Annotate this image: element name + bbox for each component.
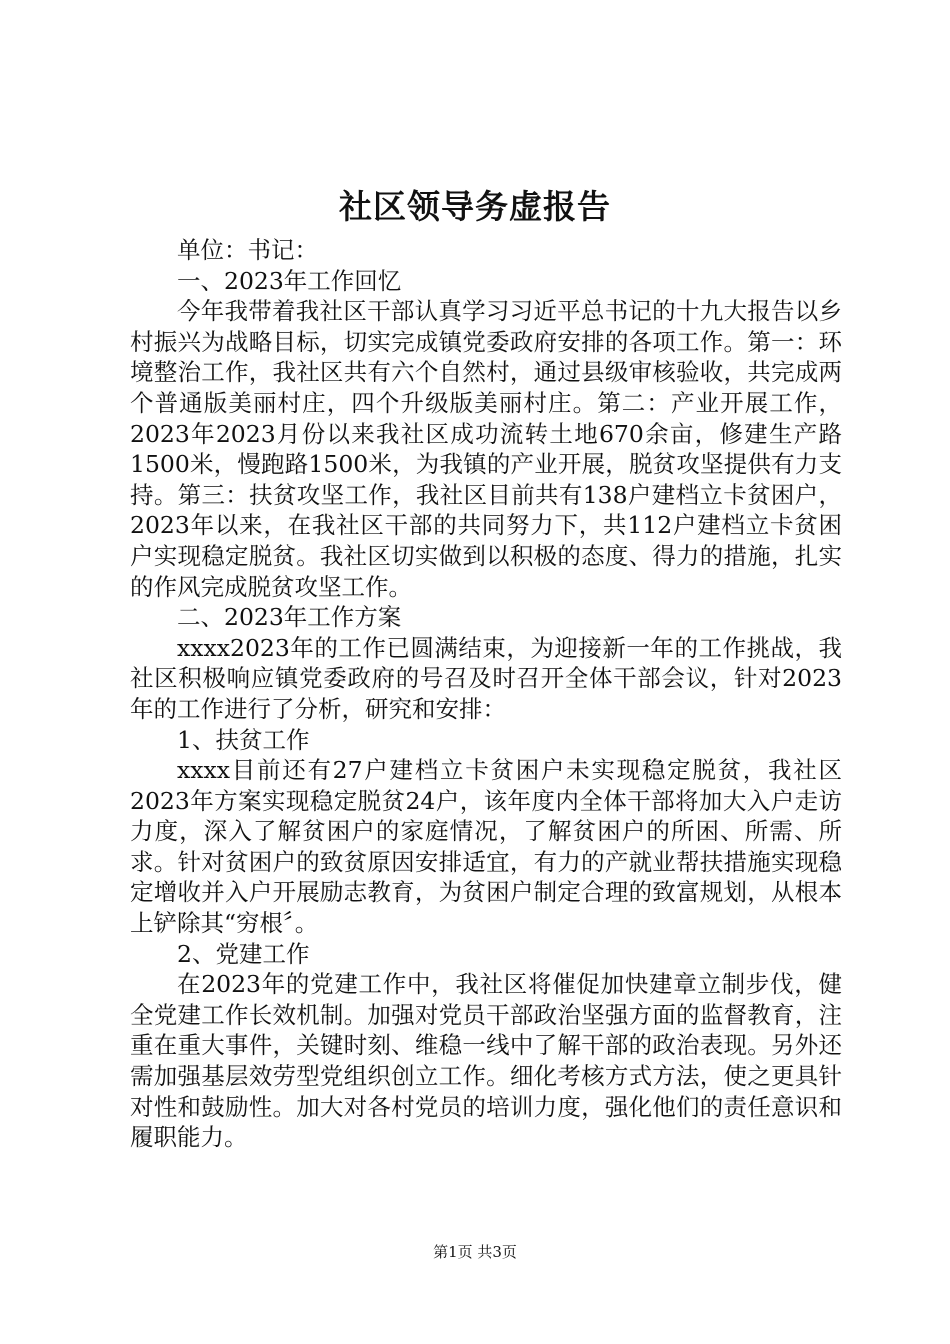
section-heading-review: 一、2023年工作回忆	[177, 266, 402, 295]
document-title: 社区领导务虚报告	[339, 187, 611, 226]
paragraph-party-building: 在2023年的党建工作中，我社区将催促加快建章立制步伐，健全党建工作长效机制。加强对党员干部政治坚强方面的监督教育，注重在重大事件，关键时刻、维稳一线中了解干部的政治表现。另外还需加强基层效劳型党组织创立工作。细化考核方式方法，使之更具针对性和鼓励性。加大对各村党员的培训力度，强化他们的责任意识和履职能力。	[130, 970, 842, 1152]
subheading-party-building: 2、党建工作	[177, 939, 310, 968]
subheading-poverty: 1、扶贫工作	[177, 725, 310, 754]
document-body	[130, 235, 842, 1153]
section-heading-plan: 二、2023年工作方案	[177, 603, 402, 632]
paragraph-poverty: xxxx目前还有27户建档立卡贫困户未实现稳定脱贫，我社区2023年方案实现稳定脱贫24户，该年度内全体干部将加大入户走访力度，深入了解贫困户的家庭情况，了解贫困户的所困、所需、所求。针对贫困户的致贫原因安排适宜，有力的产就业帮扶措施实现稳定增收并入户开展励志教育，为贫困户制定合理的致富规划，从根本上铲除其“穷根〞。	[130, 756, 842, 938]
paragraph-plan-intro: xxxx2023年的工作已圆满结束，为迎接新一年的工作挑战，我社区积极响应镇党委政府的号召及时召开全体干部会议，针对2023年的工作进行了分析，研究和安排：	[130, 633, 842, 723]
paragraph-review: 今年我带着我社区干部认真学习习近平总书记的十九大报告以乡村振兴为战略目标，切实完成镇党委政府安排的各项工作。第一：环境整治工作，我社区共有六个自然村，通过县级审核验收，共完成两个普通版美丽村庄，四个升级版美丽村庄。第二：产业开展工作，2023年2023月份以来我社区成功流转土地670余亩，修建生产路1500米，慢跑路1500米，为我镇的产业开展，脱贫攻坚提供有力支持。第三：扶贫攻坚工作，我社区目前共有138户建档立卡贫困户，2023年以来，在我社区干部的共同努力下，共112户建档立卡贫困户实现稳定脱贫。我社区切实做到以积极的态度、得力的措施，扎实的作风完成脱贫攻坚工作。	[130, 297, 842, 601]
unit-line: 单位：书记：	[177, 236, 318, 264]
page-number-footer: 第1页 共3页	[433, 1243, 517, 1261]
